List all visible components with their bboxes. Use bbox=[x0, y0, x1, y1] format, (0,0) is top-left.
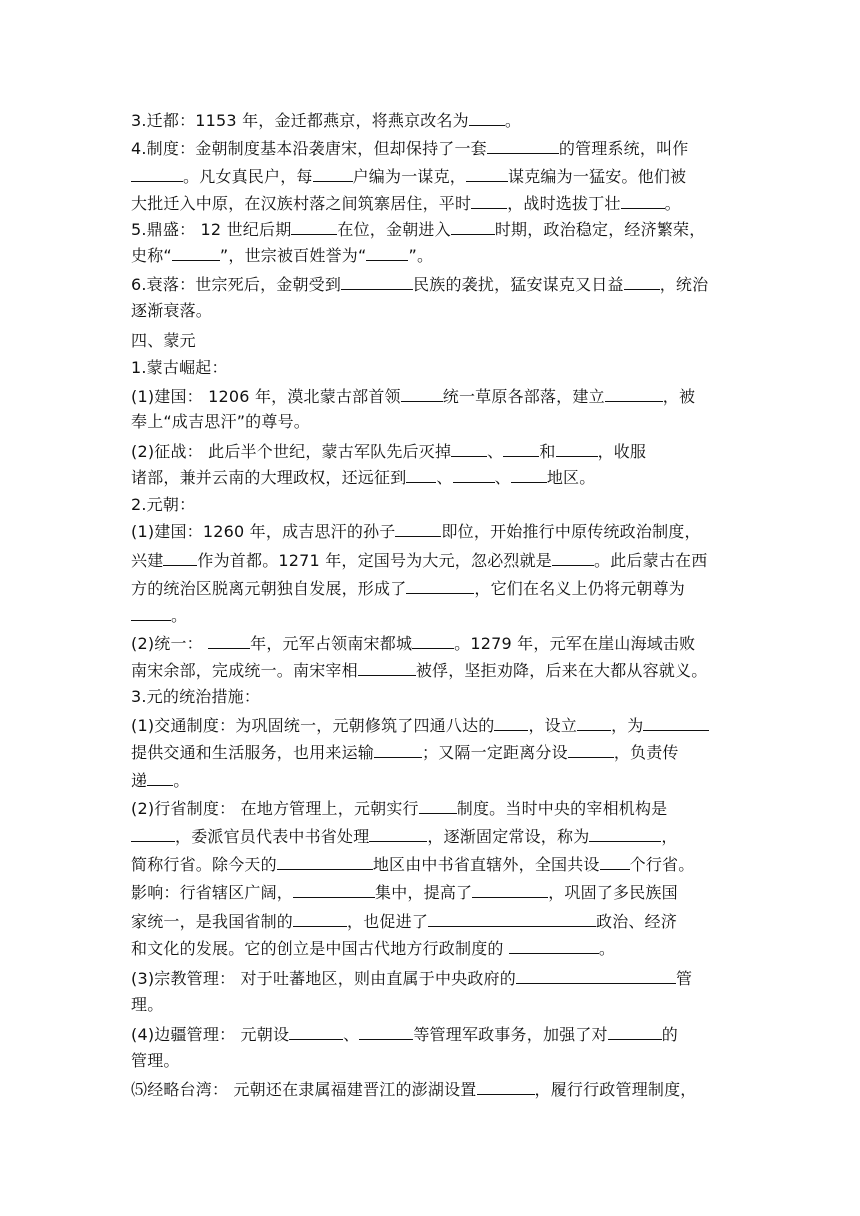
text-segment: ”。 bbox=[408, 246, 434, 265]
text-segment: 3.迁都：1153 年，金迁都燕京，将燕京改名为 bbox=[131, 111, 469, 130]
text-segment: 谋克编为一猛安。他们被 bbox=[508, 167, 687, 186]
text-segment: 5.鼎盛： 12 世纪后期 bbox=[131, 220, 292, 239]
text-segment: 个行省。 bbox=[629, 855, 695, 874]
text-line bbox=[131, 193, 731, 214]
text-line bbox=[131, 301, 731, 321]
text-segment: ，被 bbox=[662, 387, 696, 406]
fill-in-blank[interactable] bbox=[369, 826, 427, 842]
text-line bbox=[131, 660, 731, 681]
text-segment: 在位，金朝进入 bbox=[337, 220, 451, 239]
text-segment: 四、蒙元 bbox=[131, 331, 196, 350]
text-segment: ，收服 bbox=[597, 442, 647, 461]
text-segment: 民族的袭扰，猛安谋克又日益 bbox=[413, 275, 624, 294]
text-segment: 6.衰落：世宗死后，金朝受到 bbox=[131, 275, 342, 294]
text-segment: 3.元的统治措施： bbox=[131, 687, 261, 706]
text-segment: 家统一，是我国省制的 bbox=[131, 912, 294, 931]
text-segment: 。凡女真民户，每 bbox=[183, 167, 313, 186]
fill-in-blank[interactable] bbox=[289, 1024, 343, 1040]
text-segment: 等管理军政事务，加强了对 bbox=[413, 1025, 608, 1044]
text-line bbox=[131, 386, 731, 407]
text-segment: 理。 bbox=[131, 995, 164, 1014]
fill-in-blank[interactable] bbox=[406, 578, 474, 594]
text-segment: ，负责传 bbox=[613, 743, 679, 762]
text-segment: 和 bbox=[539, 442, 556, 461]
fill-in-blank[interactable] bbox=[608, 1024, 662, 1040]
text-segment: 影响：行省辖区广阔， bbox=[131, 883, 294, 902]
text-segment: 奉上“成吉思汗”的尊号。 bbox=[131, 412, 310, 431]
fill-in-blank[interactable] bbox=[621, 193, 665, 209]
fill-in-blank[interactable] bbox=[568, 742, 614, 758]
text-segment: 逐渐衰落。 bbox=[131, 301, 213, 320]
text-segment: ，巩固了多民族国 bbox=[548, 883, 678, 902]
text-segment: 提供交通和生活服务，也用来运输 bbox=[131, 743, 375, 762]
fill-in-blank[interactable] bbox=[419, 798, 457, 814]
text-segment: 。 bbox=[173, 771, 190, 790]
text-segment: 。 bbox=[598, 939, 616, 958]
text-line bbox=[131, 550, 731, 571]
text-line bbox=[131, 742, 731, 763]
text-segment: 户编为一谋克， bbox=[352, 167, 467, 186]
text-line bbox=[131, 521, 731, 542]
text-segment: 2.元朝： bbox=[131, 495, 196, 514]
fill-in-blank[interactable] bbox=[412, 633, 454, 649]
text-segment: 大批迁入中原，在汉族村落之间筑寨居住，平时 bbox=[131, 194, 472, 213]
text-segment: ，履行行政管理制度， bbox=[534, 1080, 697, 1099]
text-line bbox=[131, 798, 731, 819]
fill-in-blank[interactable] bbox=[401, 386, 443, 402]
text-segment: ，委派官员代表中书省处理 bbox=[175, 827, 370, 846]
text-line bbox=[131, 412, 731, 432]
text-segment: (1)建国： 1206 年，漠北蒙古部首领 bbox=[131, 387, 401, 406]
text-segment: 南宋余部，完成统一。南宋宰相 bbox=[131, 661, 358, 680]
fill-in-blank[interactable] bbox=[511, 467, 547, 483]
text-segment: 方的统治区脱离元朝独自发展，形成了 bbox=[131, 579, 407, 598]
text-line bbox=[131, 995, 731, 1015]
fill-in-blank[interactable] bbox=[172, 245, 220, 261]
text-segment: 。 bbox=[664, 194, 681, 213]
fill-in-blank[interactable] bbox=[577, 715, 611, 731]
text-line bbox=[131, 166, 731, 187]
fill-in-blank[interactable] bbox=[291, 219, 337, 235]
fill-in-blank[interactable] bbox=[477, 1079, 535, 1095]
text-line bbox=[131, 110, 731, 131]
text-line bbox=[131, 1051, 731, 1071]
text-segment: 的 bbox=[661, 1025, 678, 1044]
text-line bbox=[131, 882, 731, 903]
text-segment: 兴建 bbox=[131, 551, 164, 570]
text-segment: ，也促进了 bbox=[347, 912, 429, 931]
text-segment: 。此后蒙古在西 bbox=[594, 551, 708, 570]
text-line bbox=[131, 968, 731, 989]
text-line bbox=[131, 770, 731, 791]
fill-in-blank[interactable] bbox=[359, 1024, 413, 1040]
fill-in-blank[interactable] bbox=[293, 882, 375, 898]
text-segment: ；又隔一定距离分设 bbox=[422, 743, 568, 762]
text-line bbox=[131, 938, 731, 959]
text-segment: ，战时选拔丁壮 bbox=[507, 194, 621, 213]
text-segment: 。 bbox=[171, 606, 188, 625]
text-segment: 管 bbox=[675, 969, 693, 988]
text-line bbox=[131, 633, 731, 654]
text-segment: 、 bbox=[343, 1025, 360, 1044]
text-segment: 时期，政治稳定，经济繁荣， bbox=[494, 220, 706, 239]
fill-in-blank[interactable] bbox=[208, 633, 250, 649]
fill-in-blank[interactable] bbox=[358, 660, 416, 676]
fill-in-blank[interactable] bbox=[451, 441, 487, 457]
text-segment: ，它们在名义上仍将元朝尊为 bbox=[474, 579, 686, 598]
text-line bbox=[131, 715, 731, 736]
fill-in-blank[interactable] bbox=[471, 193, 507, 209]
text-segment: 、 bbox=[436, 468, 453, 487]
text-segment: 和文化的发展。它的创立是中国古代地方行政制度的 bbox=[131, 939, 509, 958]
fill-in-blank[interactable] bbox=[163, 550, 197, 566]
text-segment: 简称行省。除今天的 bbox=[131, 855, 277, 874]
text-segment: 史称“ bbox=[131, 246, 172, 265]
text-segment: ”，世宗被百姓誉为“ bbox=[219, 246, 367, 265]
text-segment: ，设立 bbox=[528, 716, 578, 735]
text-segment: 、 bbox=[487, 442, 504, 461]
fill-in-blank[interactable] bbox=[293, 911, 347, 927]
text-segment: ，逐渐固定常设，称为 bbox=[427, 827, 590, 846]
text-segment: (3)宗教管理： 对于吐蕃地区，则由直属于中央政府的 bbox=[131, 969, 516, 988]
fill-in-blank[interactable] bbox=[472, 882, 548, 898]
fill-in-blank[interactable] bbox=[453, 467, 495, 483]
text-segment: (4)边疆管理： 元朝设 bbox=[131, 1025, 290, 1044]
text-segment: 统一草原各部落，建立 bbox=[442, 387, 605, 406]
text-segment: (2)征战： 此后半个世纪，蒙古军队先后灭掉 bbox=[131, 442, 452, 461]
fill-in-blank[interactable] bbox=[428, 911, 596, 927]
text-segment: 4.制度：金朝制度基本沿袭唐宋，但却保持了一套 bbox=[131, 139, 487, 158]
text-line bbox=[131, 219, 731, 240]
text-segment: 、 bbox=[494, 468, 511, 487]
text-line bbox=[131, 826, 731, 847]
text-segment: (1)建国：1260 年，成吉思汗的孙子 bbox=[131, 522, 396, 541]
fill-in-blank[interactable] bbox=[366, 245, 408, 261]
text-segment: 递 bbox=[131, 771, 148, 790]
text-segment: 即位，开始推行中原传统政治制度， bbox=[441, 522, 701, 541]
text-segment: ， bbox=[661, 827, 678, 846]
text-segment: 地区由中书省直辖外，全国共设 bbox=[372, 855, 600, 874]
fill-in-blank[interactable] bbox=[466, 166, 508, 182]
text-segment: 被俘，坚拒劝降，后来在大都从容就义。 bbox=[415, 661, 708, 680]
text-line bbox=[131, 467, 731, 488]
fill-in-blank[interactable] bbox=[147, 770, 173, 786]
text-segment: 。 bbox=[504, 111, 522, 130]
fill-in-blank[interactable] bbox=[487, 138, 559, 154]
text-segment: (2)统一： bbox=[131, 634, 209, 653]
text-segment: 诸部，兼并云南的大理政权，还远征到 bbox=[131, 468, 407, 487]
text-line bbox=[131, 441, 731, 462]
text-line bbox=[131, 911, 731, 932]
fill-in-blank[interactable] bbox=[589, 826, 661, 842]
fill-in-blank[interactable] bbox=[605, 386, 663, 402]
text-segment: 的管理系统，叫作 bbox=[558, 139, 689, 158]
text-segment: 制度。当时中央的宰相机构是 bbox=[456, 799, 668, 818]
fill-in-blank[interactable] bbox=[552, 550, 594, 566]
fill-in-blank[interactable] bbox=[395, 521, 441, 537]
text-line bbox=[131, 138, 731, 159]
text-line bbox=[131, 245, 731, 266]
text-line bbox=[131, 687, 731, 707]
text-segment: (2)行省制度： 在地方管理上，元朝实行 bbox=[131, 799, 419, 818]
text-line bbox=[131, 331, 731, 351]
text-line bbox=[131, 578, 731, 599]
fill-in-blank[interactable] bbox=[451, 219, 495, 235]
text-segment: ，统治 bbox=[659, 275, 709, 294]
text-line bbox=[131, 605, 731, 626]
text-segment: (1)交通制度：为巩固统一，元朝修筑了四通八达的 bbox=[131, 716, 495, 735]
fill-in-blank[interactable] bbox=[503, 441, 539, 457]
fill-in-blank[interactable] bbox=[600, 854, 630, 870]
text-line bbox=[131, 495, 731, 515]
text-line bbox=[131, 1079, 731, 1100]
fill-in-blank[interactable] bbox=[131, 166, 183, 182]
fill-in-blank[interactable] bbox=[406, 467, 436, 483]
fill-in-blank[interactable] bbox=[494, 715, 528, 731]
text-segment: 年，元军占领南宋都城 bbox=[250, 634, 413, 653]
fill-in-blank[interactable] bbox=[624, 274, 660, 290]
text-segment: 地区。 bbox=[546, 468, 596, 487]
text-segment: 作为首都。1271 年，定国号为大元，忽必烈就是 bbox=[197, 551, 553, 570]
text-segment: 集中，提高了 bbox=[375, 883, 473, 902]
text-line bbox=[131, 854, 731, 875]
text-segment: ，为 bbox=[611, 716, 644, 735]
text-segment: 1.蒙古崛起： bbox=[131, 358, 228, 377]
text-line bbox=[131, 358, 731, 378]
text-segment: 管理。 bbox=[131, 1051, 180, 1070]
text-line bbox=[131, 1024, 731, 1045]
fill-in-blank[interactable] bbox=[643, 715, 709, 731]
fill-in-blank[interactable] bbox=[341, 274, 413, 290]
fill-in-blank[interactable] bbox=[374, 742, 422, 758]
text-line bbox=[131, 274, 731, 295]
fill-in-blank[interactable] bbox=[277, 854, 373, 870]
fill-in-blank[interactable] bbox=[131, 826, 175, 842]
text-segment: 政治、经济 bbox=[596, 912, 678, 931]
fill-in-blank[interactable] bbox=[131, 605, 171, 621]
fill-in-blank[interactable] bbox=[313, 166, 353, 182]
fill-in-blank[interactable] bbox=[556, 441, 598, 457]
fill-in-blank[interactable] bbox=[509, 938, 599, 954]
text-segment: 。1279 年，元军在崖山海域击败 bbox=[454, 634, 696, 653]
fill-in-blank[interactable] bbox=[469, 110, 505, 126]
fill-in-blank[interactable] bbox=[516, 968, 676, 984]
text-segment: ⑸经略台湾： 元朝还在隶属福建晋江的澎湖设置 bbox=[131, 1080, 477, 1099]
